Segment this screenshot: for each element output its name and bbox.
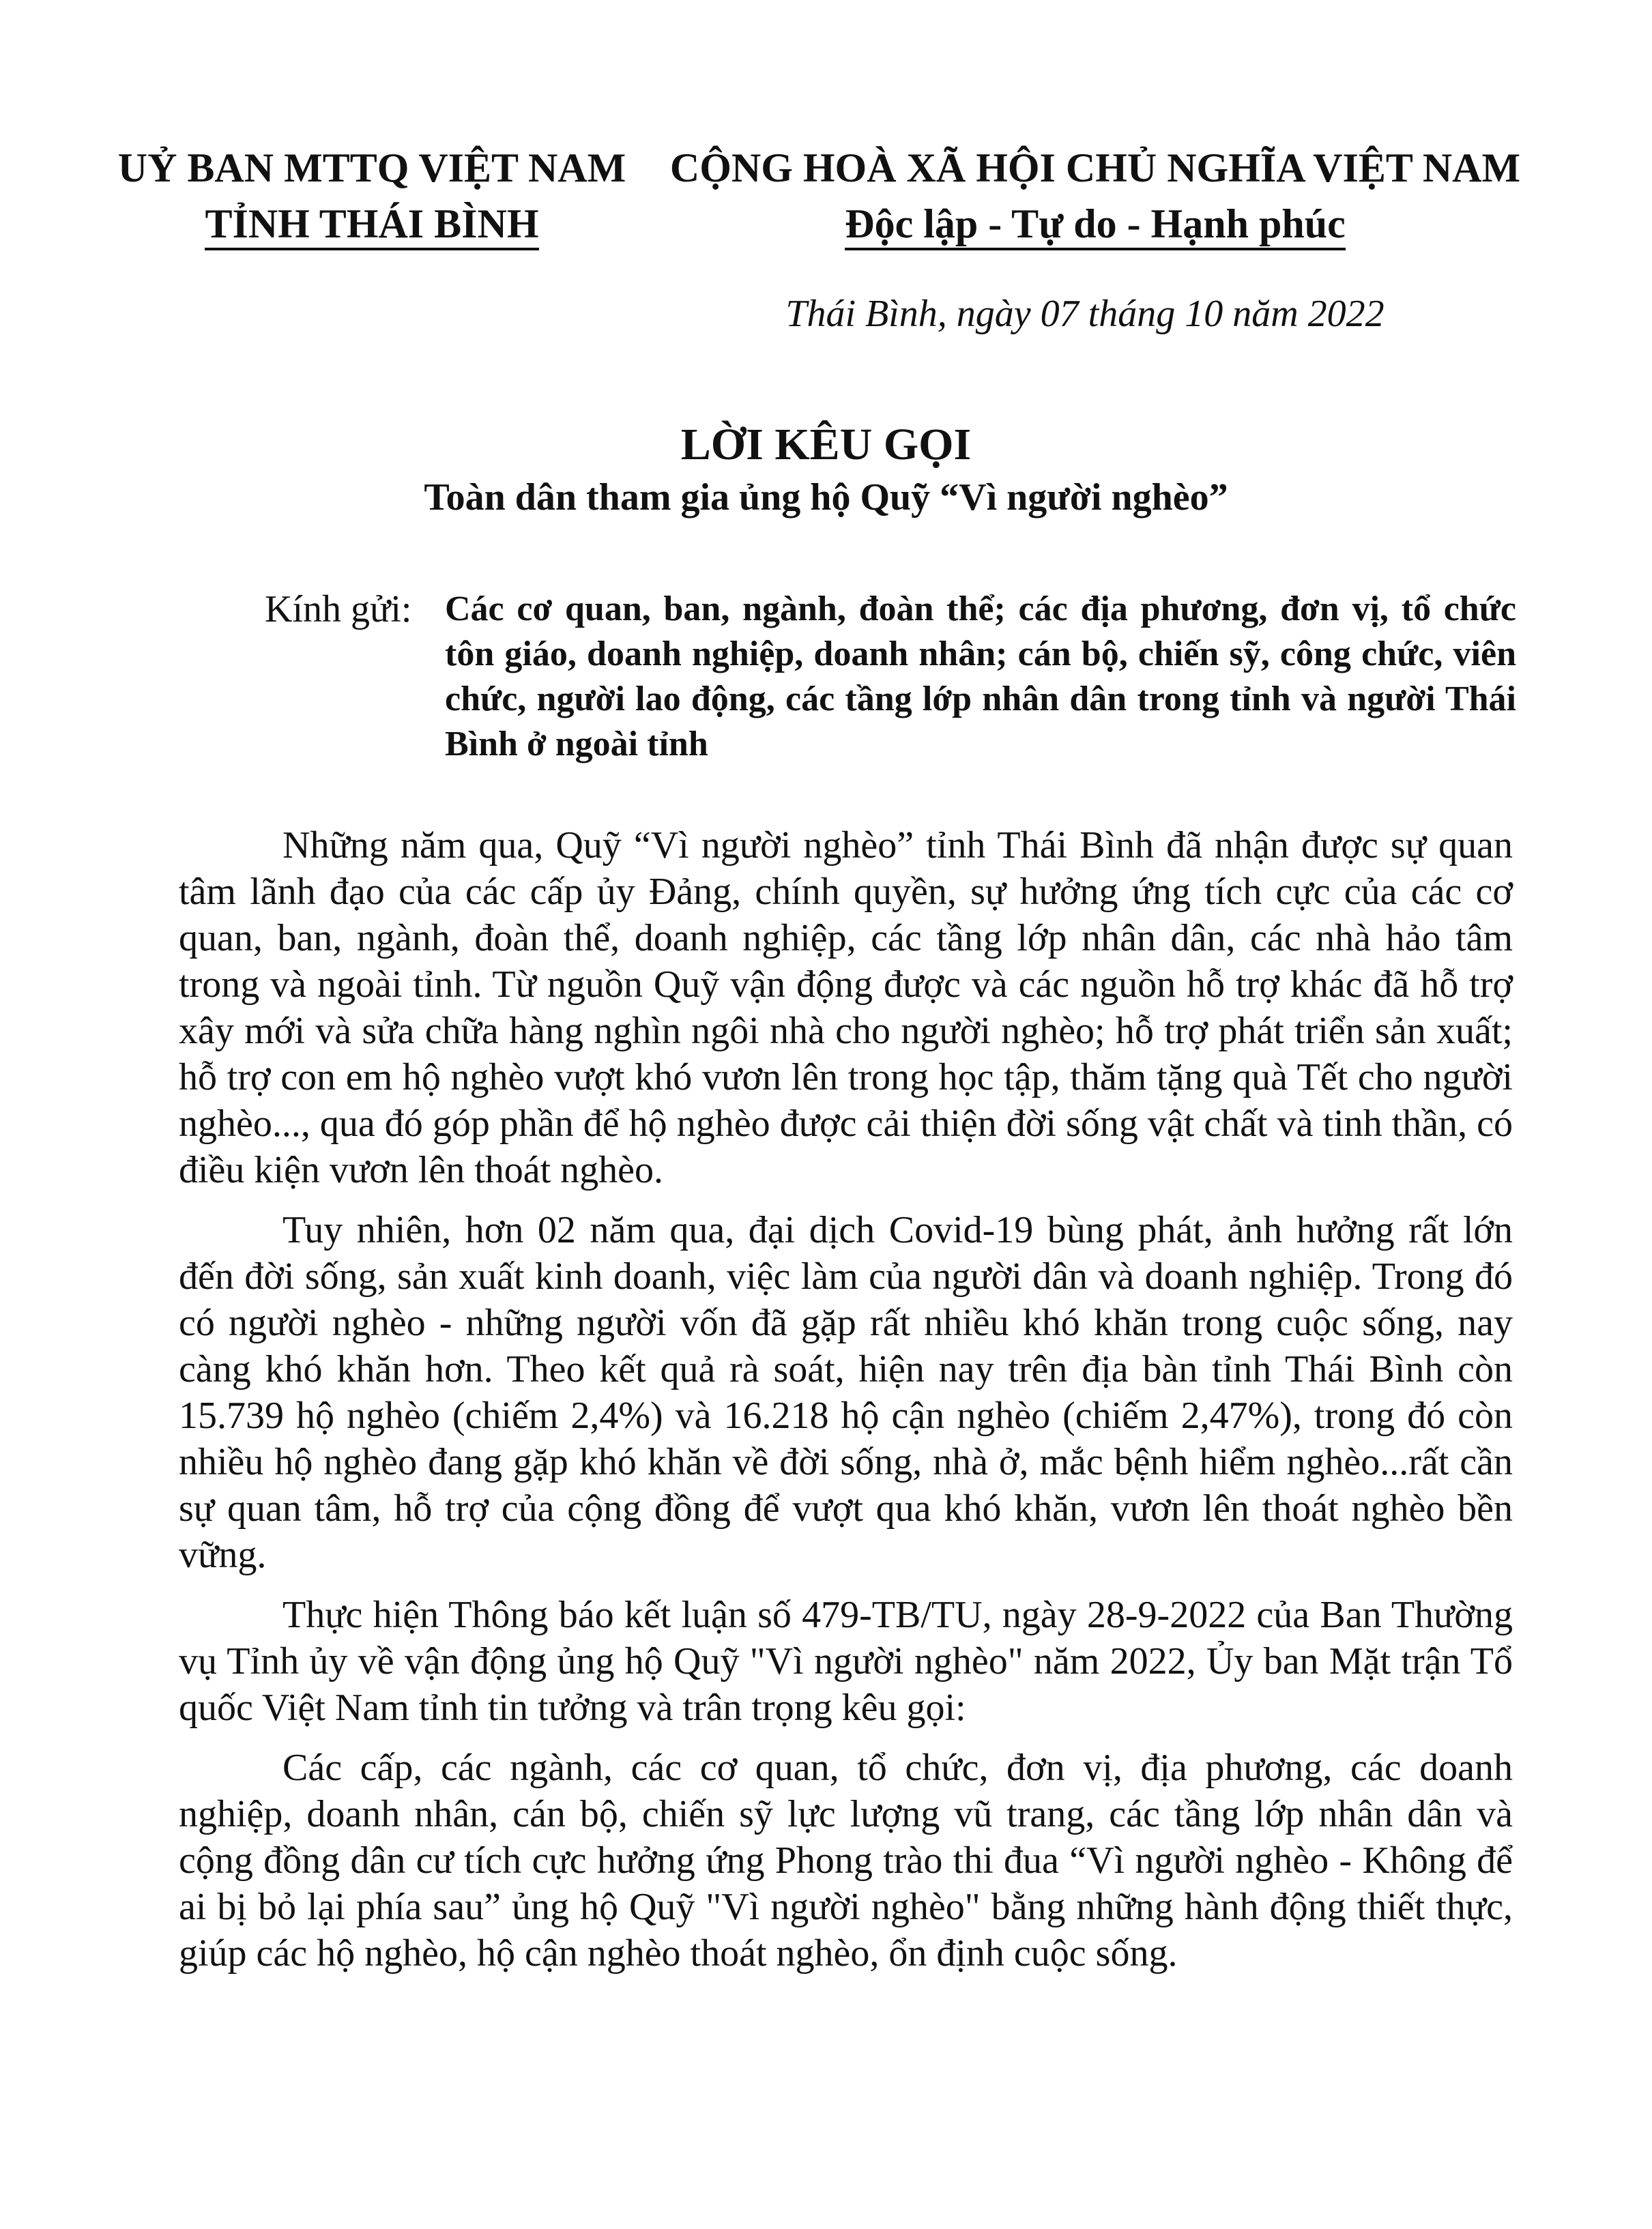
issuer-province: TỈNH THÁI BÌNH: [205, 200, 538, 250]
body-paragraph-1: Những năm qua, Quỹ “Vì người nghèo” tỉnh Thái Bình đã nhận được sự quan tâm lãnh đạo của các cấp ủy Đảng, chính quyền, sự hưởng ứng tích cực của các cơ quan, ban, ngành, đoàn thể, doanh nghiệp, các tầng lớp nhân dân, các nhà hảo tâm trong và ngoài tỉnh. Từ nguồn Quỹ vận động được và các nguồn hỗ trợ khác đã hỗ trợ xây mới và sửa chữa hàng nghìn ngôi nhà cho người nghèo; hỗ trợ phát triển sản xuất; hỗ trợ con em hộ nghèo vượt khó vươn lên trong học tập, thăm tặng quà Tết cho người nghèo..., qua đó góp phần để hộ nghèo được cải thiện đời sống vật chất và tinh thần, có điều kiện vươn lên thoát nghèo.: [179, 824, 1513, 1191]
document-subtitle: Toàn dân tham gia ủng hộ Quỹ “Vì người nghèo”: [424, 476, 1228, 519]
national-name: CỘNG HOÀ XÃ HỘI CHỦ NGHĨA VIỆT NAM: [669, 145, 1521, 190]
body-paragraph-3: Thực hiện Thông báo kết luận số 479-TB/TU, ngày 28-9-2022 của Ban Thường vụ Tỉnh ủy về vận động ủng hộ Quỹ "Vì người nghèo" năm 2022, Ủy ban Mặt trận Tổ quốc Việt Nam tỉnh tin tưởng và trân trọng kêu gọi:: [179, 1594, 1513, 1729]
document-date: Thái Bình, ngày 07 tháng 10 năm 2022: [785, 293, 1385, 335]
national-header: [655, 140, 1535, 252]
recipients-text: Các cơ quan, ban, ngành, đoàn thể; các địa phương, đơn vị, tổ chức tôn giáo, doanh nghiệp, doanh nhân; cán bộ, chiến sỹ, công chức, viên chức, người lao động, các tầng lớp nhân dân trong tỉnh và người Thái Bình ở ngoài tỉnh: [445, 589, 1516, 763]
document-body: [179, 822, 1513, 1990]
issuer-name: UỶ BAN MTTQ VIỆT NAM: [117, 145, 626, 190]
recipients-label: Kính gửi:: [265, 588, 412, 630]
issuer-header: [109, 140, 635, 252]
document-title: LỜI KÊU GỌI: [680, 420, 972, 469]
body-paragraph-4: Các cấp, các ngành, các cơ quan, tổ chức, đơn vị, địa phương, các doanh nghiệp, doanh nhân, cán bộ, chiến sỹ lực lượng vũ trang, các tầng lớp nhân dân và cộng đồng dân cư tích cực hưởng ứng Phong trào thi đua “Vì người nghèo - Không để ai bị bỏ lại phía sau” ủng hộ Quỹ "Vì người nghèo" bằng những hành động thiết thực, giúp các hộ nghèo, hộ cận nghèo thoát nghèo, ổn định cuộc sống.: [179, 1747, 1513, 1975]
national-motto: Độc lập - Tự do - Hạnh phúc: [845, 200, 1345, 250]
body-paragraph-2: Tuy nhiên, hơn 02 năm qua, đại dịch Covid-19 bùng phát, ảnh hưởng rất lớn đến đời sống, sản xuất kinh doanh, việc làm của người dân và doanh nghiệp. Trong đó có người nghèo - những người vốn đã gặp rất nhiều khó khăn trong cuộc sống, nay càng khó khăn hơn. Theo kết quả rà soát, hiện nay trên địa bàn tỉnh Thái Bình còn 15.739 hộ nghèo (chiếm 2,4%) và 16.218 hộ cận nghèo (chiếm 2,47%), trong đó còn nhiều hộ nghèo đang gặp khó khăn về đời sống, nhà ở, mắc bệnh hiểm nghèo...rất cần sự quan tâm, hỗ trợ của cộng đồng để vượt qua khó khăn, vươn lên thoát nghèo bền vững.: [179, 1209, 1513, 1576]
